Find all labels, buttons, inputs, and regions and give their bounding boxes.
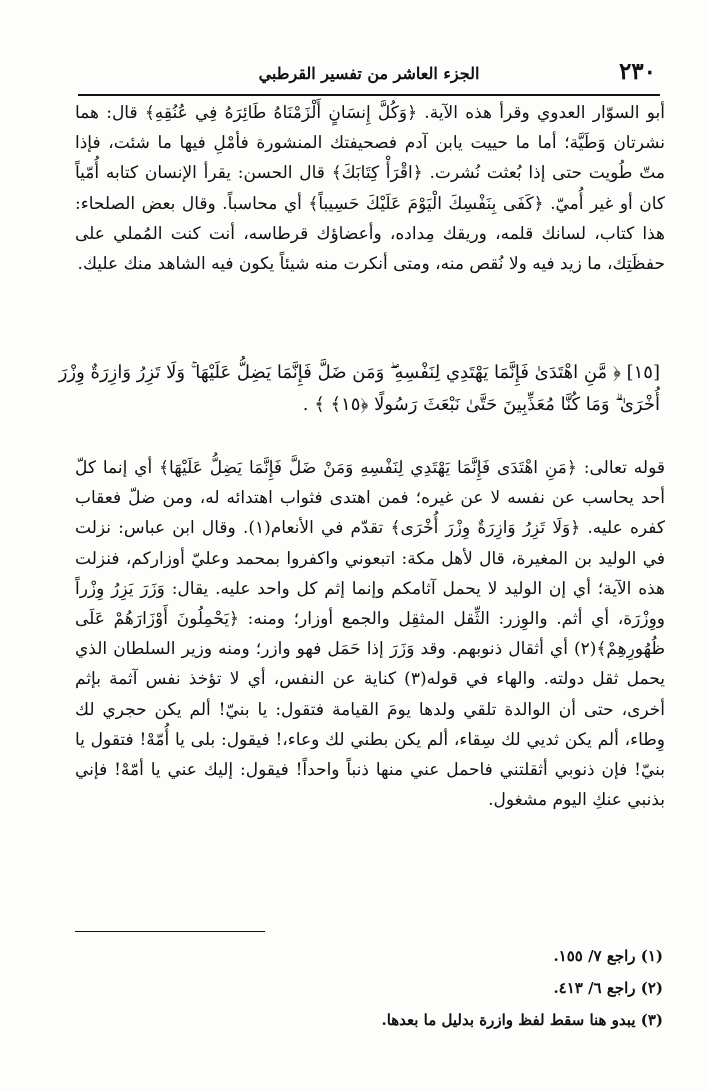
verse-line-2: أُخْرَىٰ ۗ وَمَا كُنَّا مُعَذِّبِينَ حَتَّىٰ نَبْعَثَ رَسُولًا ﴿١٥﴾ ﴾ . xyxy=(302,394,660,415)
verse-line-1: [١٥] ﴿ مَّنِ اهْتَدَىٰ فَإِنَّمَا يَهْتَدِي لِنَفْسِهِ ۖ وَمَن ضَلَّ فَإِنَّمَا يَضِلُّ عَلَيْهَا ۚ وَلَا تَزِرُ وَازِرَةٌ وِزْرَ xyxy=(58,362,660,383)
footnote-3: (٣) يبدو هنا سقط لفظ وازرة بدليل ما بعدها. xyxy=(381,1011,663,1029)
footnote-2: (٢) راجع ٦/ ٤١٣. xyxy=(553,979,663,997)
body-text-top xyxy=(75,98,665,279)
footnote-divider xyxy=(75,931,265,932)
page-header xyxy=(78,58,660,96)
running-title: الجزء العاشر من تفسير القرطبي xyxy=(258,64,480,83)
footnote-1: (١) راجع ٧/ ١٥٥. xyxy=(553,947,663,965)
quran-verse xyxy=(58,357,660,421)
paragraph-commentary-1: أبو السوّار العدوي وقرأ هذه الآية. ﴿وَكُلَّ إِنسَانٍ أَلْزَمْنَاهُ طَائِرَهُ فِي عُنُقِهِ﴾ قال: هما نشرتان وَطَيَّة؛ أما ما حييت يابن آدم فصحيفتك المنشورة فأمْلِ فيها ما شئت، فإذا متّ طُويت حتى إذا بُعثت نُشرت. ﴿اقْرَأْ كِتَابَكَ﴾ قال الحسن: يقرأ الإنسان كتابه أُمّياً كان أو غير أُميّ. ﴿كَفَى بِنَفْسِكَ الْيَوْمَ عَلَيْكَ حَسِيباً﴾ أي محاسباً. وقال بعض الصلحاء: هذا كتاب، لسانك قلمه، وريقك مِداده، وأعضاؤك قرطاسه، أنت كنت المُملي على حفظَتِك، ما زيد فيه ولا نُقص منه، ومتى أنكرت منه شيئاً يكون فيه الشاهد منك عليك. xyxy=(75,103,665,275)
paragraph-commentary-2: قوله تعالى: ﴿مَنِ اهْتَدَى فَإِنَّمَا يَهْتَدِي لِنَفْسِهِ وَمَنْ ضَلَّ فَإِنَّمَا يَضِلُّ عَلَيْهَا﴾ أي إنما كلّ أحد يحاسب عن نفسه لا عن غيره؛ فمن اهتدى فثواب اهتدائه له، ومن ضلّ فعقاب كفره عليه. ﴿وَلَا تَزِرُ وَازِرَةٌ وِزْرَ أُخْرَى﴾ تقدّم في الأنعام(١). وقال ابن عباس: نزلت في الوليد بن المغيرة، قال لأهل مكة: اتبعوني واكفروا بمحمد وعليّ أوزاركم، فنزلت هذه الآية؛ أي إن الوليد لا يحمل آثامكم وإنما إثم كل واحد عليه. يقال: وَزَرَ يَزِرُ وِزْراً ووِزْرَة، أي أثم. والوِزر: الثِّقل المثقِل والجمع أوزار؛ ومنه: ﴿يَحْمِلُونَ أَوْزَارَهُمْ عَلَى ظُهُورِهِمْ﴾(٢) أي أثقال ذنوبهم. وقد وَزَرَ إذا حَمَل فهو وازر؛ ومنه وزير السلطان الذي يحمل ثقل دولته. والهاء في قوله(٣) كناية عن النفس، أي لا تؤخذ نفس آثمة بإثم أخرى، حتى أن الوالدة تلقي ولدها يومَ القيامة فتقول: يا بنيّ! ألم يكن حجري لك وِطاء، ألم يكن ثديي لك سِقاء، ألم يكن بطني لك وعاء،! فيقول: بلى يا أُمّهْ! فتقول يا بنيّ! فإن ذنوبي أثقلتني فاحمل عني منها ذنباً واحداً! فيقول: إليك عني يا أمّهْ! فإني بذنبي عنكِ اليوم مشغول. xyxy=(75,458,665,811)
footnotes xyxy=(90,940,663,1036)
page-number: ٢٣٠ xyxy=(618,58,656,85)
body-text-bottom xyxy=(75,453,665,815)
